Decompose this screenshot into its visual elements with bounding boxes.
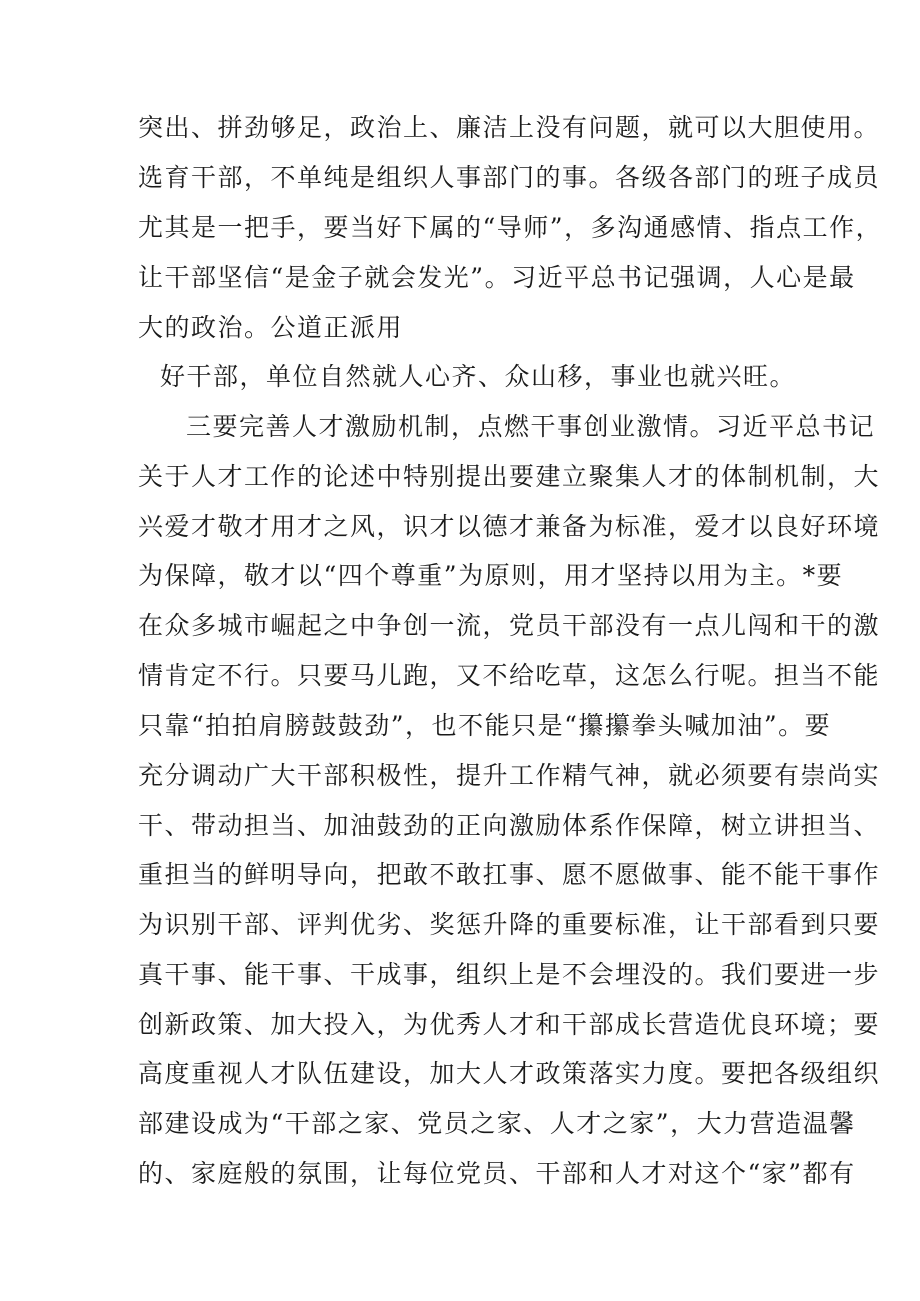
text-line: 只靠“拍拍肩膀鼓鼓劲”，也不能只是“攥攥拳头喊加油”。要 [138,711,832,740]
text-line: 好干部，单位自然就人心齐、众山移，事业也就兴旺。 [160,362,797,391]
text-line: 创新政策、加大投入，为优秀人才和干部成长营造优良环境；要 [138,1010,881,1039]
text-line: 干、带动担当、加油鼓劲的正向激励体系作保障，树立讲担当、 [138,811,881,840]
text-line: 在众多城市崛起之中争创一流，党员干部没有一点儿闯和干的激 [138,611,881,640]
text-line: 高度重视人才队伍建设，加大人才政策落实力度。要把各级组织 [138,1059,881,1088]
text-line: 为识别干部、评判优劣、奖惩升降的重要标准，让干部看到只要 [138,910,881,939]
text-line: 的、家庭般的氛围，让每位党员、干部和人才对这个“家”都有 [138,1159,856,1188]
text-line: 真干事、能干事、干成事，组织上是不会埋没的。我们要进一步 [138,960,881,989]
text-line: 为保障，敬才以“四个尊重”为原则，用才坚持以用为主。*要 [138,561,844,590]
text-line: 尤其是一把手，要当好下属的“导师”，多沟通感情、指点工作， [138,213,883,242]
text-line: 兴爱才敬才用才之风，识才以德才兼备为标准，爱才以良好环境 [138,512,881,541]
paragraph-start-line: 三要完善人才激励机制，点燃干事创业激情。习近平总书记 [186,412,876,441]
text-line: 让干部坚信“是金子就会发光”。习近平总书记强调，人心是最 [138,263,856,292]
text-line: 突出、拼劲够足，政治上、廉洁上没有问题，就可以大胆使用。 [138,113,881,142]
text-line: 关于人才工作的论述中特别提出要建立聚集人才的体制机制，大 [138,462,881,491]
text-line: 选育干部，不单纯是组织人事部门的事。各级各部门的班子成员 [138,163,881,192]
text-line: 重担当的鲜明导向，把敢不敢扛事、愿不愿做事、能不能干事作 [138,860,881,889]
text-line: 大的政治。公道正派用 [138,313,404,342]
text-line: 部建设成为“干部之家、党员之家、人才之家”，大力营造温馨 [138,1109,856,1138]
text-line: 情肯定不行。只要马儿跑，又不给吃草，这怎么行呢。担当不能 [138,661,881,690]
text-line: 充分调动广大干部积极性，提升工作精气神，就必须要有崇尚实 [138,761,881,790]
